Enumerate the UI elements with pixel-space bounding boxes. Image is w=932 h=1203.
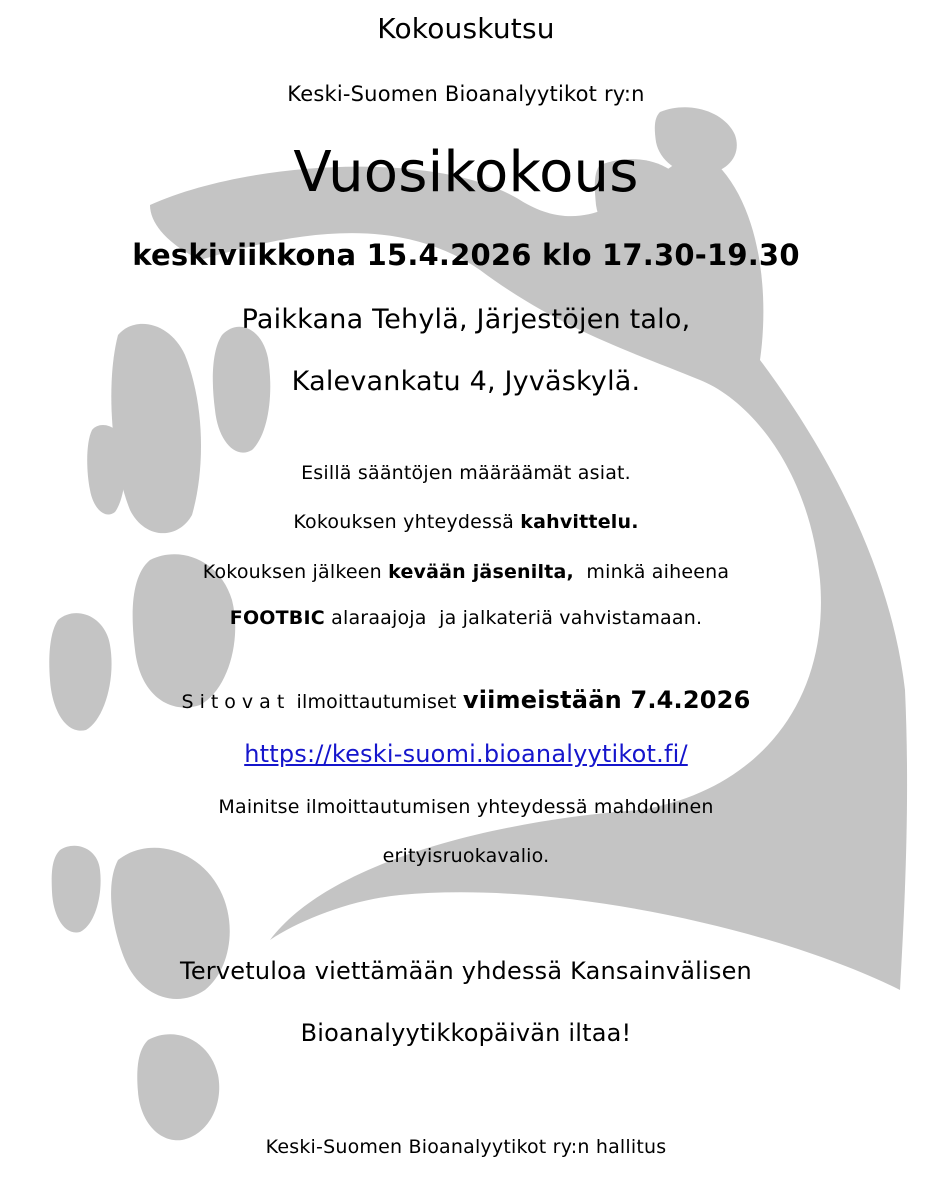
evening-line (0, 561, 932, 583)
welcome-line-2: Bioanalyytikkopäivän iltaa! (300, 1019, 632, 1047)
evening-prefix: Kokouksen jälkeen (202, 561, 389, 583)
venue-line-1: Paikkana Tehylä, Järjestöjen talo, (241, 304, 691, 335)
event-datetime: keskiviikkona 15.4.2026 klo 17.30-19.30 (132, 238, 800, 272)
coffee-bold: kahvittelu. (520, 511, 639, 533)
diet-note-line-1: Mainitse ilmoittautumisen yhteydessä mahdollinen (218, 796, 714, 818)
signature: Keski-Suomen Bioanalyytikot ry:n hallitus (265, 1136, 667, 1158)
topic-line (0, 607, 932, 629)
registration-prefix-spaced: Sitovat (181, 691, 291, 713)
topic-rest: alaraajoja ja jalkateriä vahvistamaan. (324, 607, 703, 629)
registration-line (0, 686, 932, 714)
coffee-prefix: Kokouksen yhteydessä (293, 511, 521, 533)
registration-link[interactable]: https://keski-suomi.bioanalyytikot.fi/ (244, 740, 688, 768)
agenda-text: Esillä sääntöjen määräämät asiat. (301, 462, 631, 484)
evening-suffix: minkä aiheena (573, 561, 730, 583)
evening-bold: kevään jäsenilta, (388, 561, 574, 583)
coffee-line (0, 511, 932, 533)
registration-link-line (0, 740, 932, 768)
organization-name: Keski-Suomen Bioanalyytikot ry:n (287, 82, 645, 106)
registration-prefix-rest: ilmoittautumiset (290, 691, 463, 713)
event-heading: Vuosikokous (293, 140, 639, 205)
watermark-blob-8 (137, 1034, 219, 1140)
watermark-blob-1 (111, 324, 201, 533)
diet-note-line-2: erityisruokavalio. (382, 845, 550, 867)
registration-deadline: viimeistään 7.4.2026 (462, 686, 751, 714)
topic-bold: FOOTBIC (229, 607, 325, 629)
document-title: Kokouskutsu (377, 12, 555, 45)
venue-line-2: Kalevankatu 4, Jyväskylä. (291, 366, 641, 397)
welcome-line-1: Tervetuloa viettämään yhdessä Kansainvälisen (180, 957, 752, 985)
